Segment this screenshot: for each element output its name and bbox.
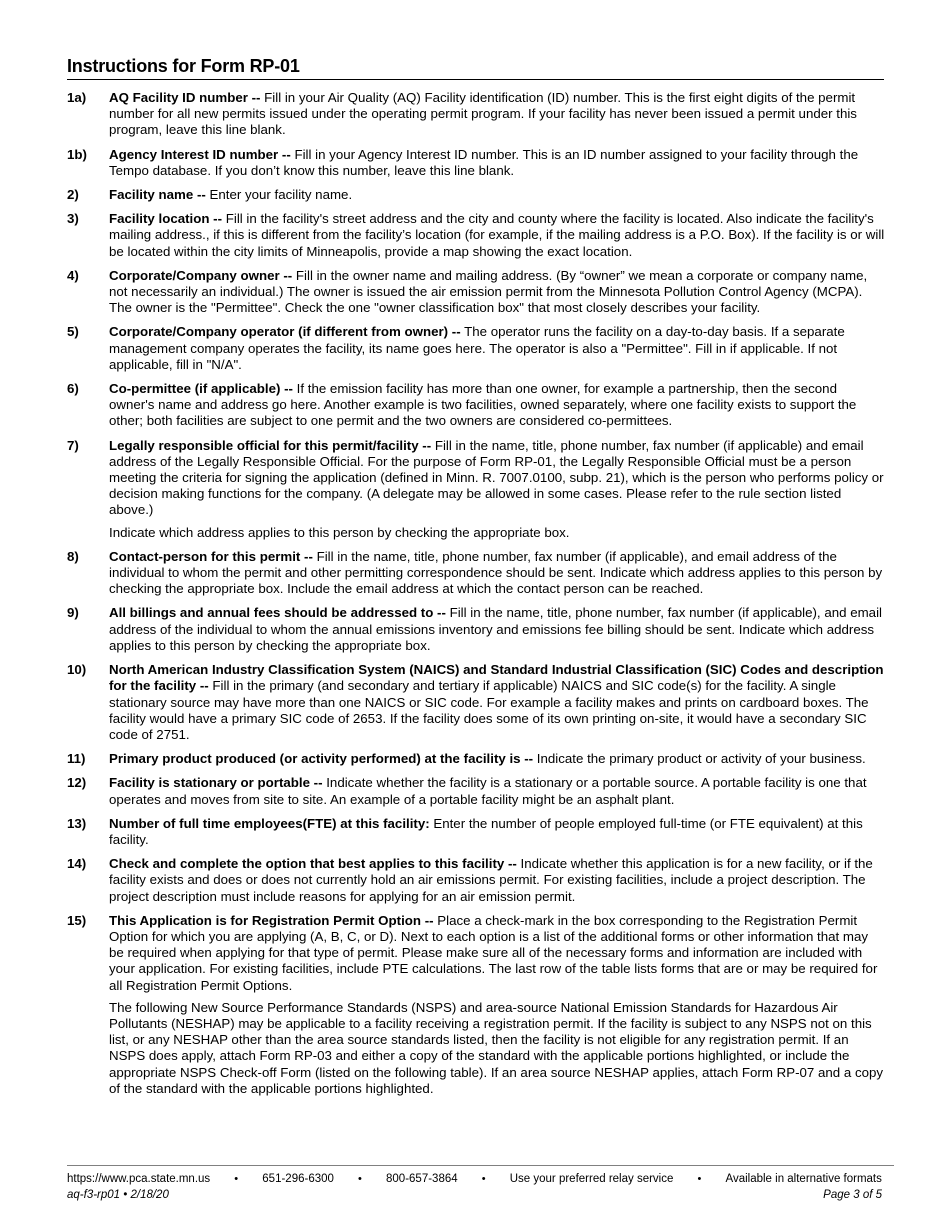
- item-paragraph: [109, 187, 885, 203]
- item-number: 6): [67, 381, 79, 397]
- instructions-list: [67, 90, 885, 1105]
- item-label: AQ Facility ID number --: [109, 90, 261, 105]
- item-number: 1b): [67, 146, 87, 162]
- item-number: 9): [67, 605, 79, 621]
- footer-separator: •: [481, 1173, 486, 1185]
- item-paragraph: [109, 90, 885, 139]
- item-text: Fill in the facility's street address and the city and county where the facility is located. Also indicate the facility's mailing address., if this is different from the facility’s location (for example, if the mailing address is a P.O. Box). If the facility is or will be located within the city limits of Minneapolis, provide a map showing the exact location.: [109, 211, 885, 259]
- item-number: 3): [67, 211, 79, 227]
- item-text: Enter the number of people employed full-time (or FTE equivalent) at this facility.: [109, 815, 863, 847]
- footer-separator: •: [358, 1173, 362, 1185]
- item-body: [109, 147, 885, 179]
- item-body: [109, 381, 885, 430]
- instruction-item: [67, 751, 885, 767]
- item-paragraph: [109, 751, 885, 767]
- instruction-item: [67, 268, 885, 317]
- item-body: [109, 751, 885, 767]
- title-divider: [67, 79, 884, 80]
- item-paragraph: [109, 438, 885, 519]
- footer-contact-row: [67, 1173, 882, 1185]
- item-number: 1a): [67, 90, 87, 105]
- instruction-item: [67, 775, 885, 807]
- item-body: [109, 187, 885, 203]
- item-text: Fill in your Air Quality (AQ) Facility identification (ID) number. This is the first eight digits of the permit number for all new permits issued under the operating permit program. If your facility has never been issued a permit under this program, leave this line blank.: [109, 90, 857, 138]
- item-text: Fill in the name, title, phone number, fax number (if applicable), and email address of the individual to whom the permit and other permitting correspondence should be sent. Indicate which address applies to this person by checking the appropriate box. Include the email address at which the contact person can be reached.: [109, 548, 883, 597]
- item-label: This Application is for Registration Permit Option --: [109, 912, 434, 928]
- instruction-item: [67, 662, 885, 743]
- item-text: The operator runs the facility on a day-to-day basis. If a separate management company operates the facility, its name goes here. The operator is also a "Permittee". Fill in if applicable. If not applicable, fill in "N/A".: [109, 324, 845, 372]
- instruction-item: [67, 605, 885, 654]
- footer-phone-local: 651-296-6300: [262, 1173, 334, 1185]
- footer-divider: [67, 1165, 894, 1166]
- item-text: Fill in the owner name and mailing address. (By “owner” we mean a corporate or company name, not necessarily an individual.) The owner is issued the air emission permit from the Minnesota Pollution Control Agency (MCPA). The owner is the "Permittee". Check the one "owner classification box" that most closely describes your facility.: [109, 267, 868, 316]
- item-text: Fill in the name, title, phone number, fax number (if applicable), and email address of the individual to whom the annual emissions inventory and emissions fee billing should be sent. Indicate which address applies to this person by checking the appropriate box.: [109, 605, 882, 653]
- item-label: Facility location --: [109, 211, 223, 227]
- instruction-item: [67, 324, 885, 373]
- item-number: 4): [67, 267, 79, 283]
- instruction-item: [67, 187, 885, 203]
- item-paragraph: [109, 147, 885, 179]
- item-label: Contact-person for this permit --: [109, 548, 313, 564]
- item-number: 12): [67, 775, 87, 791]
- item-text: Indicate the primary product or activity of your business.: [533, 751, 866, 767]
- item-paragraph: [109, 816, 885, 848]
- item-label: North American Industry Classification System (NAICS) and Standard Industrial Classification (SIC) Codes and description for the facility --: [109, 662, 884, 694]
- item-text: If the emission facility has more than one owner, for example a partnership, then the second owner's name and address go here. Another example is two facilities, owned separately, where one facility exists to support the other; both facilities are subject to one permit and the two owners are considered co-permittees.: [109, 381, 857, 429]
- instruction-item: [67, 549, 885, 598]
- footer: [67, 1173, 882, 1201]
- instruction-item: [67, 856, 885, 905]
- item-paragraph: [109, 662, 885, 743]
- item-paragraph: [109, 549, 885, 598]
- item-text: Fill in the primary (and secondary and tertiary if applicable) NAICS and SIC code(s) for the facility. A single stationary source may have more than one NAICS or SIC code. For example a facility makes and prints on cardboard boxes. The facility would have a primary SIC code of 2653. If the facility does some of its own printing on-site, it would have a secondary SIC code of 2751.: [109, 678, 869, 742]
- footer-relay-text: Use your preferred relay service: [509, 1173, 674, 1185]
- item-paragraph: [109, 324, 885, 373]
- item-label: Legally responsible official for this permit/facility --: [109, 437, 432, 453]
- item-label: Primary product produced (or activity performed) at the facility is --: [109, 751, 534, 767]
- item-paragraph: [109, 268, 885, 317]
- item-extra-paragraph: The following New Source Performance Standards (NSPS) and area-source National Emission Standards for Hazardous Air Pollutants (NESHAP) may be applicable to a facility receiving a registration permit. If the facility is subject to any NSPS not on this list, or any NESHAP other than the area source standards listed, then the facility is not eligible for any registration permit. If an NSPS does apply, attach Form RP-03 and either a copy of the standard with the applicable portions highlighted, or include the appropriate NSPS Check-off Form (listed on the following table). If an area source NESHAP applies, attach Form RP-07 and a copy of the standard with the applicable portions highlighted.: [109, 999, 884, 1096]
- item-number: 14): [67, 856, 87, 872]
- item-extra-paragraph: Indicate which address applies to this person by checking the appropriate box.: [109, 524, 570, 540]
- item-body: [109, 549, 885, 598]
- item-body: [109, 913, 885, 1097]
- footer-phone-tollfree: 800-657-3864: [386, 1173, 458, 1185]
- item-text: Indicate whether the facility is a stationary or a portable source. A portable facility is one that operates and moves from site to site. An example of a portable facility might be an asphalt plant.: [109, 775, 867, 807]
- item-body: [109, 211, 885, 260]
- item-body: [109, 856, 885, 905]
- item-label: Agency Interest ID number --: [109, 146, 291, 162]
- footer-website-link[interactable]: https://www.pca.state.mn.us: [67, 1173, 211, 1185]
- item-number: 15): [67, 912, 87, 928]
- footer-separator: •: [697, 1173, 702, 1185]
- item-number: 7): [67, 437, 79, 453]
- item-text: Enter your facility name.: [205, 187, 353, 203]
- item-number: 2): [67, 187, 79, 203]
- instruction-item: [67, 381, 885, 430]
- footer-alt-formats: Available in alternative formats: [725, 1173, 882, 1185]
- item-label: Corporate/Company owner --: [109, 267, 293, 283]
- footer-page-number: Page 3 of 5: [823, 1189, 882, 1201]
- item-label: All billings and annual fees should be addressed to --: [109, 605, 446, 621]
- item-paragraph: [109, 856, 885, 905]
- item-number: 8): [67, 548, 79, 564]
- instruction-item: [67, 90, 885, 139]
- item-text: Indicate whether this application is for a new facility, or if the facility exists and does or does not currently hold an air emissions permit. For existing facilities, include a project description. The project description must include reasons for applying for an air emission permit.: [109, 856, 873, 904]
- item-body: [109, 605, 885, 654]
- item-body: [109, 268, 885, 317]
- item-label: Check and complete the option that best applies to this facility --: [109, 856, 517, 872]
- item-label: Facility name --: [109, 187, 206, 203]
- item-paragraph: [109, 381, 885, 430]
- item-body: [109, 775, 885, 807]
- item-label: Facility is stationary or portable --: [109, 775, 323, 791]
- footer-meta-row: [67, 1189, 882, 1201]
- instruction-item: [67, 211, 885, 260]
- item-body: [109, 438, 885, 541]
- item-paragraph: [109, 913, 885, 994]
- instruction-item: [67, 147, 885, 179]
- page-title: Instructions for Form RP-01: [67, 56, 300, 76]
- item-label: Corporate/Company operator (if different from owner) --: [109, 324, 461, 340]
- item-body: [109, 324, 885, 373]
- item-label: Number of full time employees(FTE) at this facility:: [109, 815, 430, 831]
- footer-form-id: aq-f3-rp01 • 2/18/20: [67, 1189, 169, 1201]
- instruction-item: [67, 438, 885, 541]
- item-paragraph: [109, 605, 885, 654]
- item-text: Fill in the name, title, phone number, fax number (if applicable) and email address of the Legally Responsible Official. For the purpose of Form RP-01, the Legally Responsible Official must be a person meeting the criteria for signing the application (defined in Minn. R. 7007.0100, subp. 21), which is the person who performs policy or decision making functions for the company. (A delegate may be allowed in some cases. Please refer to the rule section listed above.): [109, 437, 884, 518]
- item-paragraph: [109, 775, 885, 807]
- item-label: Co-permittee (if applicable) --: [109, 381, 293, 397]
- item-number: 13): [67, 815, 87, 831]
- item-body: [109, 816, 885, 848]
- item-number: 5): [67, 324, 79, 340]
- footer-separator: •: [234, 1173, 239, 1185]
- item-body: [109, 90, 885, 139]
- item-paragraph: [109, 211, 885, 260]
- item-text: Place a check-mark in the box corresponding to the Registration Permit Option for which you are applying (A, B, C, or D). Next to each option is a list of the additional forms or other information that may be required when applying for that type of permit. Please make sure all of the necessary forms and information are included with your application. For existing facilities, include PTE calculations. The last row of the table lists forms that are or may be required for all Registration Permit Options.: [109, 912, 878, 993]
- instruction-item: [67, 913, 885, 1097]
- item-number: 10): [67, 662, 87, 678]
- instruction-item: [67, 816, 885, 848]
- item-body: [109, 662, 885, 743]
- item-number: 11): [67, 751, 86, 767]
- item-text: Fill in your Agency Interest ID number. This is an ID number assigned to your facility through the Tempo database. If you don’t know this number, leave this line blank.: [109, 146, 859, 178]
